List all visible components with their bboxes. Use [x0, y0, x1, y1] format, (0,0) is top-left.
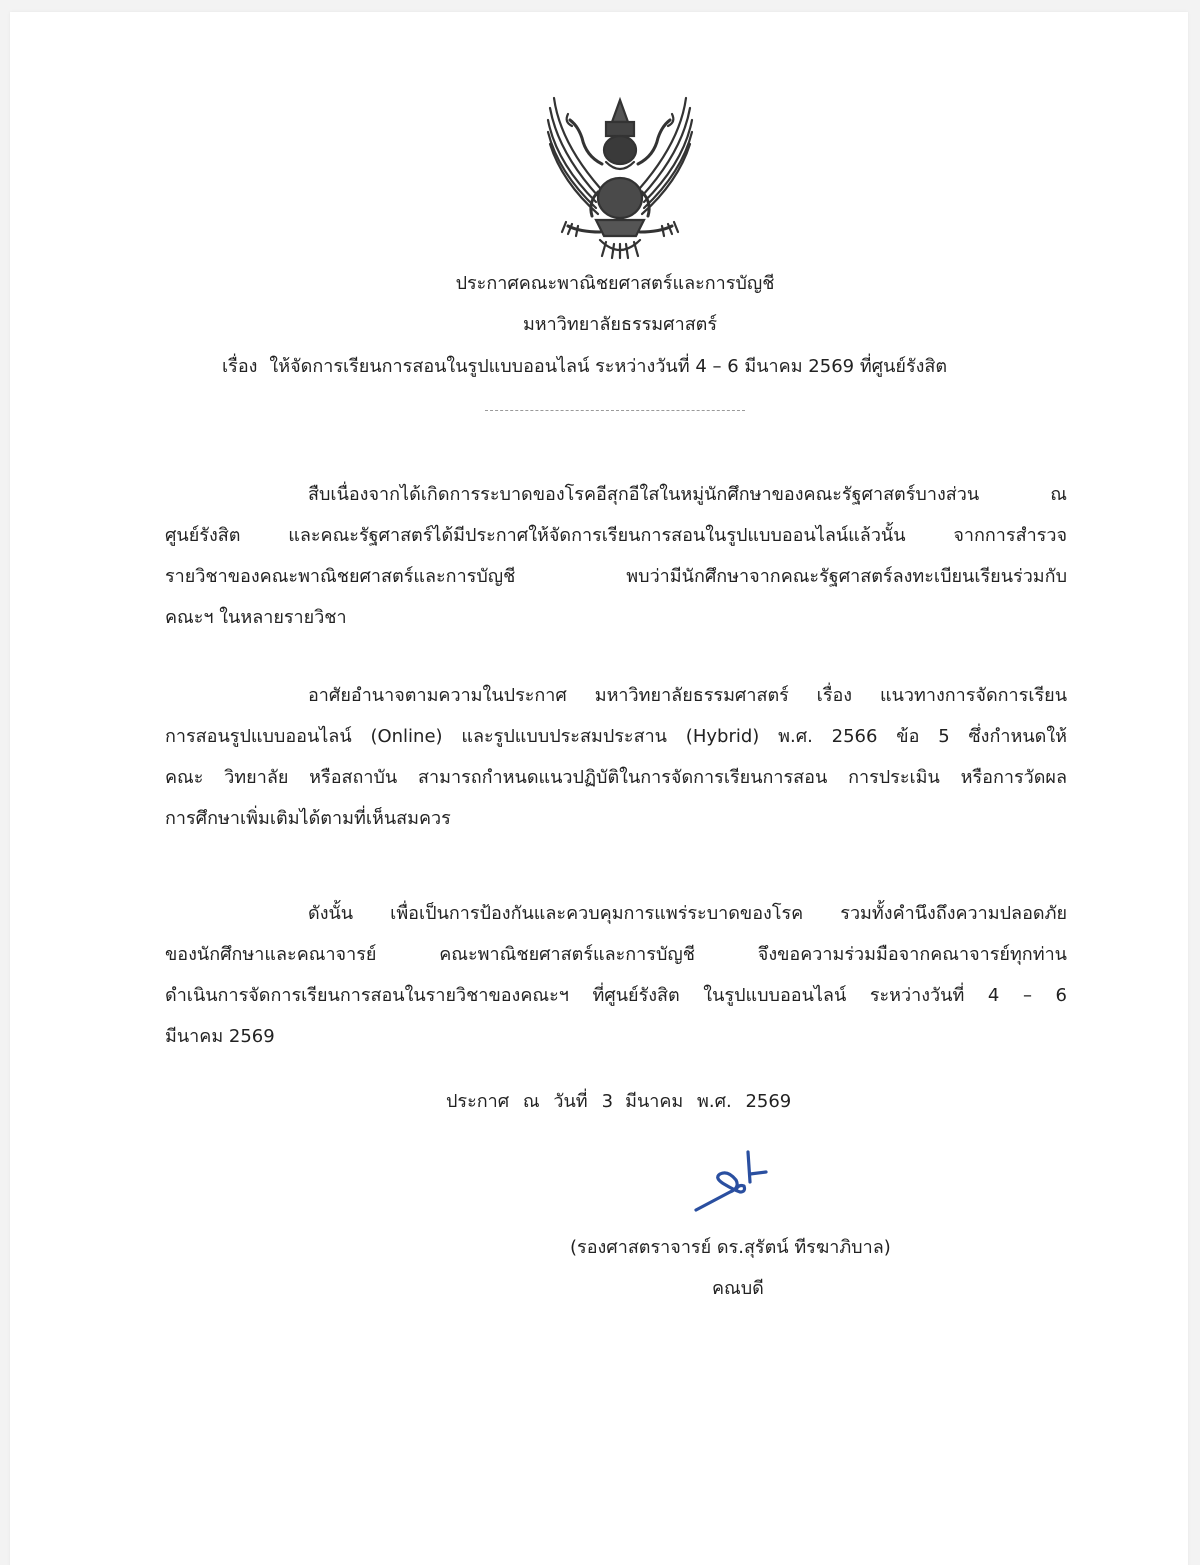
paragraph-authority	[165, 675, 1067, 839]
paragraph-background	[165, 474, 1067, 638]
paragraph-line: ดำเนินการจัดการเรียนการสอนในรายวิชาของคณะฯ ที่ศูนย์รังสิต ในรูปแบบออนไลน์ ระหว่างวันที่ 4 – 6	[165, 985, 1067, 1006]
paragraph-line: คณะ วิทยาลัย หรือสถาบัน สามารถกำหนดแนวปฏิบัติในการจัดการเรียนการสอน การประเมิน หรือการวัดผล	[165, 767, 1067, 788]
paragraph-line: อาศัยอำนาจตามความในประกาศ มหาวิทยาลัยธรรมศาสตร์ เรื่อง แนวทางการจัดการเรียน	[308, 685, 1067, 706]
signature-icon	[690, 1148, 790, 1218]
announcement-title: ประกาศคณะพาณิชยศาสตร์และการบัญชี	[455, 273, 775, 294]
paragraph-line: คณะฯ ในหลายรายวิชา	[165, 607, 347, 628]
paragraph-line: รายวิชาของคณะพาณิชยศาสตร์และการบัญชี พบว่ามีนักศึกษาจากคณะรัฐศาสตร์ลงทะเบียนเรียนร่วมกับ	[165, 566, 1067, 587]
signer-name: (รองศาสตราจารย์ ดร.สุรัตน์ ทีรฆาภิบาล)	[570, 1237, 891, 1258]
paragraph-line: สืบเนื่องจากได้เกิดการระบาดของโรคอีสุกอีใสในหมู่นักศึกษาของคณะรัฐศาสตร์บางส่วน ณ	[308, 484, 1067, 505]
dashed-separator	[485, 410, 745, 411]
subject-line	[222, 355, 947, 379]
paragraph-line: ของนักศึกษาและคณาจารย์ คณะพาณิชยศาสตร์และการบัญชี จึงขอความร่วมมือจากคณาจารย์ทุกท่าน	[165, 944, 1067, 965]
subject-label: เรื่อง	[222, 356, 258, 377]
paragraph-line: การสอนรูปแบบออนไลน์ (Online) และรูปแบบประสมประสาน (Hybrid) พ.ศ. 2566 ข้อ 5 ซึ่งกำหนดให้	[165, 726, 1067, 747]
paragraph-directive	[165, 893, 1067, 1057]
date-day: 3	[601, 1091, 614, 1112]
date-month-year: มีนาคม พ.ศ. 2569	[625, 1091, 792, 1112]
garuda-emblem-icon	[540, 92, 700, 260]
announcement-date	[446, 1090, 791, 1114]
paragraph-line: การศึกษาเพิ่มเติมได้ตามที่เห็นสมควร	[165, 808, 451, 829]
date-prefix: ประกาศ ณ วันที่	[446, 1091, 588, 1112]
paragraph-line: ดังนั้น เพื่อเป็นการป้องกันและควบคุมการแพร่ระบาดของโรค รวมทั้งคำนึงถึงความปลอดภัย	[308, 903, 1067, 924]
paragraph-line: ศูนย์รังสิต และคณะรัฐศาสตร์ได้มีประกาศให้จัดการเรียนการสอนในรูปแบบออนไลน์แล้วนั้น จากการสำรวจ	[165, 525, 1067, 546]
university-name: มหาวิทยาลัยธรรมศาสตร์	[522, 314, 718, 335]
paragraph-line: มีนาคม 2569	[165, 1026, 275, 1047]
subject-text: ให้จัดการเรียนการสอนในรูปแบบออนไลน์ ระหว่างวันที่ 4 – 6 มีนาคม 2569 ที่ศูนย์รังสิต	[269, 356, 948, 377]
signer-position: คณบดี	[712, 1278, 764, 1299]
